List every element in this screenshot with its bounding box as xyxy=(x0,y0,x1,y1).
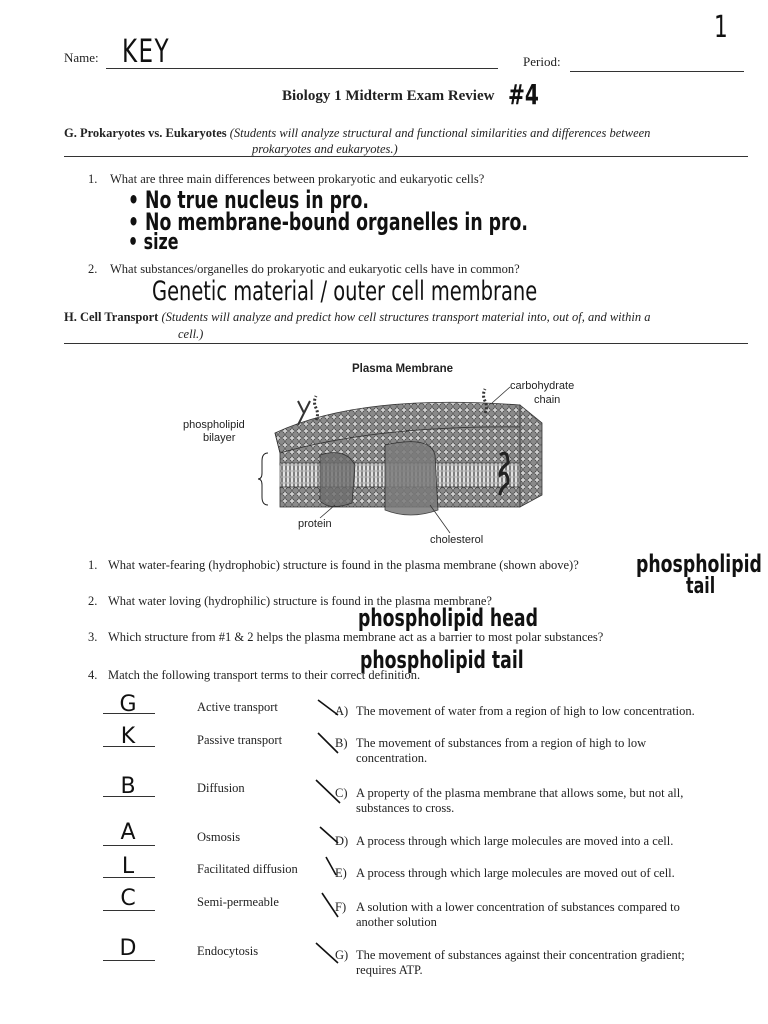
match-line-4[interactable] xyxy=(103,845,155,846)
g-q2-number: 2. xyxy=(88,262,98,276)
h-q2-number: 2. xyxy=(88,594,98,608)
match-letter-5: E) xyxy=(335,866,347,880)
match-line-1[interactable] xyxy=(103,713,155,714)
match-letter-1: A) xyxy=(335,704,349,718)
page-title: Biology 1 Midterm Exam Review xyxy=(282,88,495,104)
section-g-header xyxy=(64,126,754,141)
match-letter-2: B) xyxy=(335,736,348,750)
page-number: 1 xyxy=(714,10,728,45)
match-letter-6: F) xyxy=(335,900,347,914)
match-term-7: Endocytosis xyxy=(197,944,259,958)
match-slash-marks xyxy=(310,695,350,985)
label-phospholipid: phospholipid xyxy=(183,419,245,431)
match-answer-5: L xyxy=(121,854,135,879)
section-h-description: (Students will analyze and predict how cell structures transport material into, out of, and within a xyxy=(161,310,651,324)
cholesterol-leader xyxy=(430,505,450,533)
plasma-membrane-diagram xyxy=(180,375,580,540)
name-value: KEY xyxy=(122,32,171,70)
section-h-header xyxy=(64,310,754,325)
section-g-heading: G. Prokaryotes vs. Eukaryotes xyxy=(64,126,227,140)
title-number: #4 xyxy=(508,78,539,111)
match-line-2[interactable] xyxy=(103,746,155,747)
match-term-2: Passive transport xyxy=(197,733,283,747)
h-q2-text: What water loving (hydrophilic) structure is found in the plasma membrane? xyxy=(108,594,492,608)
match-term-5: Facilitated diffusion xyxy=(197,862,298,876)
match-answer-6: C xyxy=(120,886,136,911)
match-def-2: The movement of substances from a region of high to low concentration. xyxy=(356,736,647,765)
match-answer-2: K xyxy=(120,724,136,749)
match-letter-4: D) xyxy=(335,834,349,848)
h-q1-answer-2: tail xyxy=(686,574,716,599)
carbohydrate-chain-center xyxy=(315,396,318,420)
integral-protein xyxy=(320,453,355,507)
section-g-description: (Students will analyze structural and functional similarities and differences between xyxy=(229,126,651,140)
h-q4-number: 4. xyxy=(88,668,98,682)
diagram-title: Plasma Membrane xyxy=(352,363,453,375)
match-term-1: Active transport xyxy=(197,700,278,714)
h-q3-number: 3. xyxy=(88,630,98,644)
section-g-description-cont: prokaryotes and eukaryotes.) xyxy=(252,142,398,156)
match-def-7: The movement of substances against their concentration gradient; requires ATP. xyxy=(356,948,685,977)
match-line-6[interactable] xyxy=(103,910,155,911)
match-def-1: The movement of water from a region of high to low concentration. xyxy=(356,704,695,718)
match-line-3[interactable] xyxy=(103,796,155,797)
section-h-heading: H. Cell Transport xyxy=(64,310,159,324)
h-q1-answer: phospholipid xyxy=(636,550,762,578)
h-q1-text: What water-fearing (hydrophobic) structure is found in the plasma membrane (shown above)? xyxy=(108,558,579,572)
match-def-5: A process through which large molecules are moved out of cell. xyxy=(356,866,675,880)
h-q3-text: Which structure from #1 & 2 helps the plasma membrane act as a barrier to most polar substances? xyxy=(108,630,604,644)
period-line xyxy=(570,71,744,72)
h-q2-answer: phospholipid head xyxy=(358,604,538,632)
label-phospholipid-2: bilayer xyxy=(203,432,236,444)
g-q2-text: What substances/organelles do prokaryotic and eukaryotic cells have in common? xyxy=(110,262,520,276)
label-cholesterol: cholesterol xyxy=(430,534,484,546)
carbohydrate-leader xyxy=(492,387,510,403)
match-line-7[interactable] xyxy=(103,960,155,961)
match-answer-7: D xyxy=(119,936,137,961)
match-line-5[interactable] xyxy=(103,877,155,878)
section-h-rule xyxy=(64,343,748,344)
match-answer-4: A xyxy=(120,820,136,845)
section-h-description-cont: cell.) xyxy=(178,327,204,341)
bilayer-bracket xyxy=(258,453,268,505)
name-label: Name: xyxy=(64,50,99,65)
g-q2-answer: Genetic material / outer cell membrane xyxy=(152,276,538,307)
h-q1-number: 1. xyxy=(88,558,98,572)
label-carbohydrate: carbohydrate xyxy=(510,380,575,392)
label-protein: protein xyxy=(298,518,332,530)
section-g-rule xyxy=(64,156,748,157)
match-answer-3: B xyxy=(120,774,136,799)
match-letter-7: G) xyxy=(335,948,349,962)
match-term-4: Osmosis xyxy=(197,830,241,844)
g-q1-answer-1: • No true nucleus in pro. xyxy=(128,186,369,214)
match-term-6: Semi-permeable xyxy=(197,895,279,909)
g-q1-text: What are three main differences between prokaryotic and eukaryotic cells? xyxy=(110,172,485,186)
match-term-3: Diffusion xyxy=(197,781,245,795)
match-letter-3: C) xyxy=(335,786,348,800)
g-q1-answer-3: • size xyxy=(128,230,179,255)
channel-protein xyxy=(385,442,438,515)
match-def-4: A process through which large molecules are moved into a cell. xyxy=(356,834,674,848)
h-q3-answer: phospholipid tail xyxy=(360,646,524,674)
match-def-3: A property of the plasma membrane that allows some, but not all, substances to cross. xyxy=(356,786,684,815)
membrane-right-side xyxy=(520,405,542,507)
match-answer-1: G xyxy=(119,692,137,717)
match-def-6: A solution with a lower concentration of substances compared to another solution xyxy=(356,900,680,929)
period-label: Period: xyxy=(523,54,561,69)
label-carbohydrate-2: chain xyxy=(534,394,561,406)
h-q4-text: Match the following transport terms to their correct definition. xyxy=(108,668,421,682)
g-q1-number: 1. xyxy=(88,172,98,186)
g-q1-answer-2: • No membrane-bound organelles in pro. xyxy=(128,208,529,236)
